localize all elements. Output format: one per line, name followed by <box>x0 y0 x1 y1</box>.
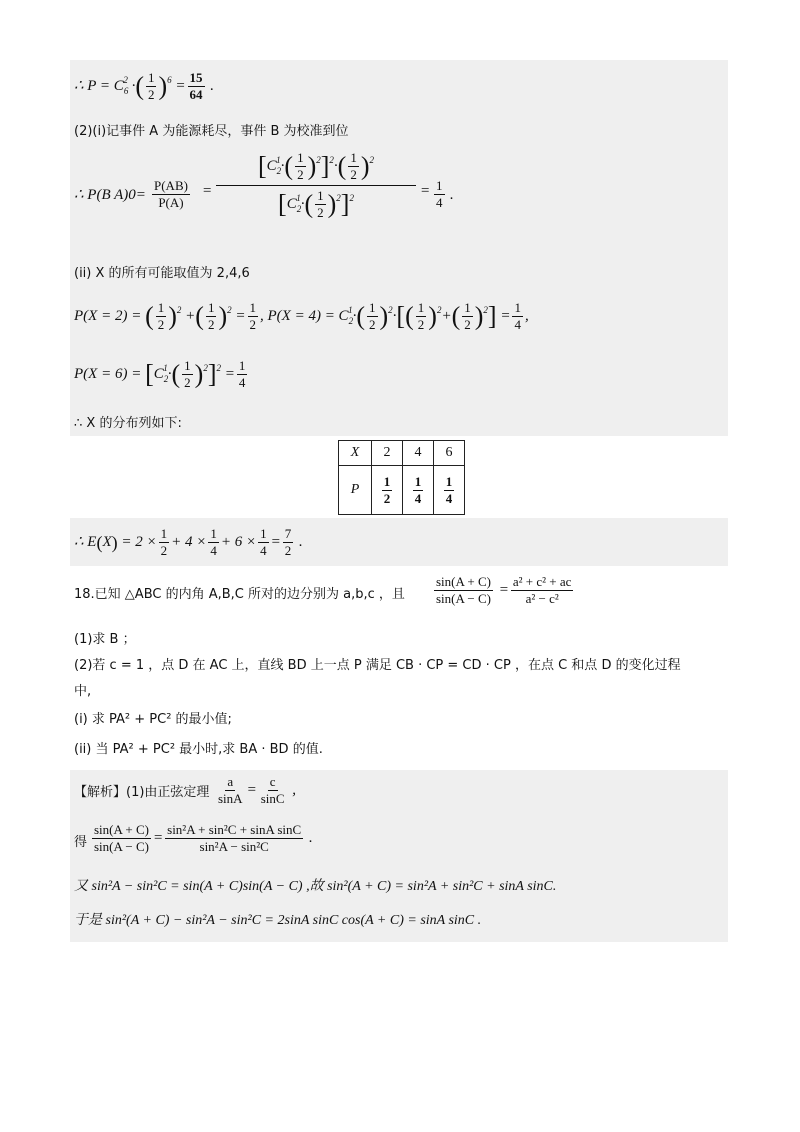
question-18-part2-i: (i) 求 PA² + PC² 的最小值; <box>74 712 232 727</box>
table-cell: $\frac{1}{2}$ <box>372 466 403 515</box>
table-cell: $\frac{1}{4}$ <box>403 466 434 515</box>
table-row-p <box>339 466 465 515</box>
line-p-result: ∴ $P = C_6^2$ ·( $\frac{1}{2}$ )$^6$ = $\frac{15}{64}$ . <box>74 70 215 102</box>
line-dist-intro: ∴ X 的分布列如下: <box>74 416 182 431</box>
table-header-x: X <box>339 441 372 466</box>
solution-18-line4: 于是 sin²(A + C) − sin²A − sin²C = 2sinA sinC cos(A + C) = sinA sinC . <box>74 913 482 928</box>
question-18-part1: (1)求 B ； <box>74 632 136 647</box>
question-18-part2: (2)若 c = 1 ，点 D 在 AC 上，直线 BD 上一点 P 满足 CB · CP = CD · CP ，在点 C 和点 D 的变化过程 <box>74 658 681 673</box>
table-header-6: 6 <box>434 441 465 466</box>
table-cell: $\frac{1}{4}$ <box>434 466 465 515</box>
line-px2-px4: P(X = 2) = ( $\frac{1}{2}$ )$^2$ +( $\frac{1}{2}$ )$^2$ = $\frac{1}{2}$ , $P(X = 4) = C_2^1\cdot$( $\frac{1}{2}$ )$^2$·[( $\frac{1}{2}$ )$^2$+( $\frac{1}{2}$ )$^2$] = $\frac{1}{4}$ , <box>74 300 529 332</box>
line-part2i: (2)(i)记事件 A 为能源耗尽，事件 B 为校准到位 <box>74 124 349 139</box>
line-part2ii: (ii) X 的所有可能取值为 2,4,6 <box>74 266 250 281</box>
line-expectation: ∴ E(X) = 2 × $\frac{1}{2}$ + 4 × $\frac{1}{4}$ + 6 × $\frac{1}{4}$ = $\frac{7}{2}$ . <box>74 526 303 558</box>
question-18-part2-cont: 中, <box>74 684 92 699</box>
question-18-part2-ii: (ii) 当 PA² + PC² 最小时,求 BA · BD 的值. <box>74 742 323 757</box>
table-header-2: 2 <box>372 441 403 466</box>
table-row-label: P <box>339 466 372 515</box>
distribution-table <box>338 440 465 515</box>
line-px6: $P(X = 6) = [C_2^1\cdot$( $\frac{1}{2}$ )$^2$]$^2$ = $\frac{1}{4}$ <box>74 358 246 390</box>
table-header-row <box>339 441 465 466</box>
solution-18-line3: 又 sin²A − sin²C = sin(A + C)sin(A − C) ,故 sin²(A + C) = sin²A + sin²C + sinA sinC. <box>74 879 557 894</box>
table-header-4: 4 <box>403 441 434 466</box>
